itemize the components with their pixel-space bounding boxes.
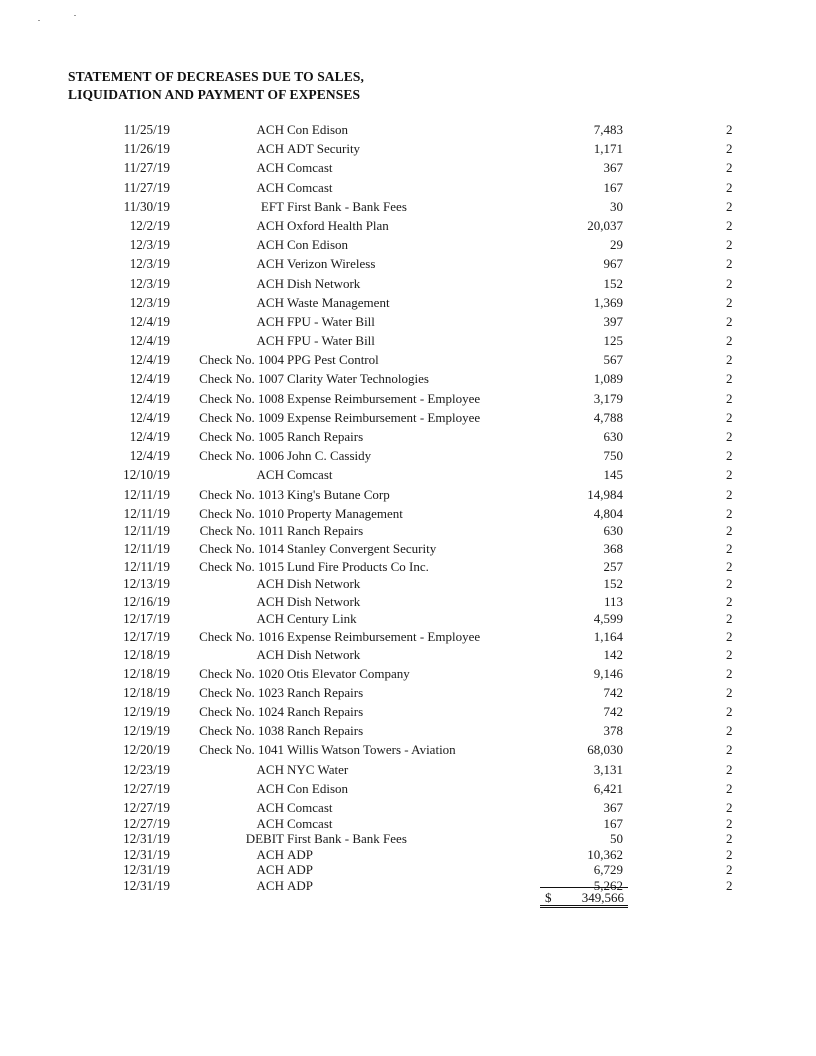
row-code: 2 xyxy=(726,831,733,847)
table-row xyxy=(0,429,816,448)
row-date: 12/27/19 xyxy=(123,815,170,831)
row-reference: DEBIT xyxy=(245,831,284,847)
row-amount: 742 xyxy=(603,684,623,700)
row-code: 2 xyxy=(726,371,733,387)
table-row xyxy=(0,276,816,295)
row-amount: 4,599 xyxy=(593,611,623,627)
row-date: 12/31/19 xyxy=(123,862,170,878)
row-payee: Comcast xyxy=(287,467,333,483)
table-row xyxy=(0,800,816,816)
row-reference: Check No. 1011 xyxy=(199,523,284,539)
row-code: 2 xyxy=(726,275,733,291)
row-payee: Expense Reimbursement - Employee xyxy=(287,628,481,644)
row-payee: ADP xyxy=(287,877,314,893)
row-reference: ACH xyxy=(256,862,284,878)
row-reference: Check No. 1008 xyxy=(199,390,284,406)
row-amount: 6,729 xyxy=(593,862,623,878)
row-reference: ACH xyxy=(256,313,284,329)
row-code: 2 xyxy=(726,800,733,815)
row-date: 12/11/19 xyxy=(123,523,170,539)
row-payee: Comcast xyxy=(287,160,333,176)
table-row xyxy=(0,781,816,800)
row-payee: Comcast xyxy=(287,800,333,815)
table-row xyxy=(0,629,816,647)
row-date: 12/4/19 xyxy=(129,371,170,387)
row-reference: Check No. 1005 xyxy=(199,429,284,444)
row-amount: 567 xyxy=(603,352,623,368)
row-amount: 6,421 xyxy=(593,780,623,796)
row-code: 2 xyxy=(726,486,733,502)
row-payee: ADP xyxy=(287,862,314,878)
row-reference: Check No. 1010 xyxy=(199,505,284,521)
row-payee: John C. Cassidy xyxy=(287,448,372,464)
row-amount: 152 xyxy=(603,275,623,291)
row-amount: 145 xyxy=(603,467,623,483)
row-code: 2 xyxy=(726,862,733,878)
row-reference: Check No. 1006 xyxy=(199,448,284,464)
row-reference: Check No. 1038 xyxy=(199,723,284,739)
row-code: 2 xyxy=(726,160,733,176)
row-reference: Check No. 1016 xyxy=(199,628,284,644)
row-code: 2 xyxy=(726,684,733,700)
row-payee: Comcast xyxy=(287,179,333,195)
row-reference: Check No. 1009 xyxy=(199,409,284,425)
table-row xyxy=(0,122,816,141)
row-date: 12/3/19 xyxy=(129,237,170,253)
table-row xyxy=(0,160,816,179)
scan-speck xyxy=(74,15,76,16)
table-row xyxy=(0,180,816,199)
row-reference: ACH xyxy=(256,593,284,609)
table-row xyxy=(0,256,816,275)
row-amount: 750 xyxy=(603,448,623,464)
row-date: 12/11/19 xyxy=(123,540,170,556)
row-date: 12/18/19 xyxy=(123,684,170,700)
row-code: 2 xyxy=(726,333,733,349)
row-payee: First Bank - Bank Fees xyxy=(287,831,407,847)
row-date: 12/10/19 xyxy=(123,467,170,483)
row-payee: Otis Elevator Company xyxy=(287,665,410,681)
row-code: 2 xyxy=(726,122,733,137)
row-payee: FPU - Water Bill xyxy=(287,313,375,329)
row-code: 2 xyxy=(726,448,733,464)
row-payee: Lund Fire Products Co Inc. xyxy=(287,558,429,574)
row-code: 2 xyxy=(726,294,733,310)
row-payee: Ranch Repairs xyxy=(287,704,364,720)
table-row xyxy=(0,199,816,218)
row-code: 2 xyxy=(726,523,733,539)
row-payee: Ranch Repairs xyxy=(287,523,364,539)
row-date: 12/31/19 xyxy=(123,877,170,893)
row-payee: Stanley Convergent Security xyxy=(287,540,437,556)
table-row xyxy=(0,371,816,390)
row-payee: Dish Network xyxy=(287,275,361,291)
table-row xyxy=(0,295,816,314)
table-row xyxy=(0,611,816,629)
table-row xyxy=(0,467,816,486)
row-code: 2 xyxy=(726,409,733,425)
row-amount: 113 xyxy=(603,593,623,609)
row-amount: 4,804 xyxy=(593,505,623,521)
row-date: 12/4/19 xyxy=(129,429,170,444)
scan-speck xyxy=(38,20,40,21)
row-amount: 3,131 xyxy=(593,761,623,777)
row-amount: 68,030 xyxy=(587,742,623,758)
table-row xyxy=(0,559,816,577)
row-date: 11/26/19 xyxy=(123,141,170,157)
row-amount: 9,146 xyxy=(593,665,623,681)
row-reference: ACH xyxy=(256,160,284,176)
row-code: 2 xyxy=(726,558,733,574)
row-code: 2 xyxy=(726,467,733,483)
table-row xyxy=(0,448,816,467)
table-row xyxy=(0,237,816,256)
row-payee: Verizon Wireless xyxy=(287,256,376,272)
table-row xyxy=(0,141,816,160)
table-row xyxy=(0,523,816,541)
row-amount: 5,262 xyxy=(593,877,623,893)
table-row xyxy=(0,862,816,878)
row-date: 12/13/19 xyxy=(123,576,170,592)
row-date: 12/4/19 xyxy=(129,333,170,349)
table-row xyxy=(0,541,816,559)
row-date: 12/19/19 xyxy=(123,723,170,739)
row-date: 12/27/19 xyxy=(123,800,170,815)
row-amount: 967 xyxy=(603,256,623,272)
row-payee: Clarity Water Technologies xyxy=(287,371,429,387)
row-date: 12/3/19 xyxy=(129,294,170,310)
row-reference: Check No. 1024 xyxy=(199,704,284,720)
row-amount: 4,788 xyxy=(593,409,623,425)
row-date: 12/31/19 xyxy=(123,831,170,847)
row-amount: 630 xyxy=(603,429,623,444)
row-amount: 1,171 xyxy=(593,141,623,157)
row-amount: 630 xyxy=(603,523,623,539)
row-date: 11/25/19 xyxy=(123,122,170,137)
row-payee: Century Link xyxy=(287,611,357,627)
row-payee: Con Edison xyxy=(287,237,349,253)
table-row xyxy=(0,314,816,333)
row-amount: 397 xyxy=(603,313,623,329)
row-reference: ACH xyxy=(256,275,284,291)
title-line-1: STATEMENT OF DECREASES DUE TO SALES, xyxy=(68,69,364,84)
row-reference: Check No. 1014 xyxy=(199,540,284,556)
row-reference: ACH xyxy=(256,846,284,862)
table-row xyxy=(0,487,816,506)
total-amount: 349,566 xyxy=(581,890,624,905)
row-payee: Waste Management xyxy=(287,294,390,310)
row-code: 2 xyxy=(726,313,733,329)
row-reference: ACH xyxy=(256,877,284,893)
row-date: 11/30/19 xyxy=(123,198,170,214)
row-reference: ACH xyxy=(256,294,284,310)
table-row xyxy=(0,723,816,742)
row-code: 2 xyxy=(726,256,733,272)
row-date: 12/3/19 xyxy=(129,256,170,272)
row-date: 12/4/19 xyxy=(129,448,170,464)
row-reference: Check No. 1041 xyxy=(199,742,284,758)
row-date: 12/11/19 xyxy=(123,558,170,574)
row-date: 12/11/19 xyxy=(123,486,170,502)
row-code: 2 xyxy=(726,237,733,253)
row-date: 12/27/19 xyxy=(123,780,170,796)
total-currency: $ xyxy=(545,890,552,905)
row-payee: ADP xyxy=(287,846,314,862)
table-row xyxy=(0,666,816,685)
row-code: 2 xyxy=(726,665,733,681)
table-row xyxy=(0,647,816,666)
row-reference: Check No. 1023 xyxy=(199,684,284,700)
row-payee: Ranch Repairs xyxy=(287,429,364,444)
row-payee: Comcast xyxy=(287,815,333,831)
row-code: 2 xyxy=(726,540,733,556)
row-reference: ACH xyxy=(256,141,284,157)
row-payee: Expense Reimbursement - Employee xyxy=(287,409,481,425)
page-title xyxy=(68,68,364,104)
row-amount: 7,483 xyxy=(593,122,623,137)
row-reference: ACH xyxy=(256,611,284,627)
table-row xyxy=(0,878,816,894)
row-amount: 1,164 xyxy=(593,628,623,644)
row-payee: NYC Water xyxy=(287,761,349,777)
row-code: 2 xyxy=(726,217,733,233)
row-payee: Dish Network xyxy=(287,593,361,609)
table-row xyxy=(0,576,816,594)
row-payee: Willis Watson Towers - Aviation xyxy=(287,742,456,758)
total-double-rule-2 xyxy=(540,907,628,908)
row-payee: Ranch Repairs xyxy=(287,723,364,739)
row-code: 2 xyxy=(726,877,733,893)
row-amount: 3,179 xyxy=(593,390,623,406)
row-payee: Ranch Repairs xyxy=(287,684,364,700)
row-reference: ACH xyxy=(256,815,284,831)
row-amount: 125 xyxy=(603,333,623,349)
row-amount: 367 xyxy=(603,160,623,176)
table-row xyxy=(0,816,816,832)
row-reference: ACH xyxy=(256,646,284,662)
row-payee: First Bank - Bank Fees xyxy=(287,198,407,214)
row-payee: Con Edison xyxy=(287,122,349,137)
row-date: 12/20/19 xyxy=(123,742,170,758)
table-row xyxy=(0,506,816,524)
row-amount: 167 xyxy=(603,179,623,195)
title-line-2: LIQUIDATION AND PAYMENT OF EXPENSES xyxy=(68,87,361,102)
row-amount: 367 xyxy=(603,800,623,815)
row-code: 2 xyxy=(726,761,733,777)
row-code: 2 xyxy=(726,704,733,720)
row-code: 2 xyxy=(726,141,733,157)
row-code: 2 xyxy=(726,390,733,406)
row-date: 11/27/19 xyxy=(123,160,170,176)
row-amount: 20,037 xyxy=(587,217,623,233)
total-row xyxy=(540,886,628,908)
row-date: 12/19/19 xyxy=(123,704,170,720)
row-code: 2 xyxy=(726,815,733,831)
row-reference: ACH xyxy=(256,780,284,796)
row-date: 12/18/19 xyxy=(123,646,170,662)
row-code: 2 xyxy=(726,846,733,862)
row-amount: 1,089 xyxy=(593,371,623,387)
row-payee: ADT Security xyxy=(287,141,361,157)
row-amount: 142 xyxy=(603,646,623,662)
row-code: 2 xyxy=(726,198,733,214)
row-date: 12/31/19 xyxy=(123,846,170,862)
row-date: 12/4/19 xyxy=(129,352,170,368)
row-reference: ACH xyxy=(256,800,284,815)
row-reference: ACH xyxy=(256,333,284,349)
expense-table xyxy=(0,122,816,894)
row-amount: 1,369 xyxy=(593,294,623,310)
table-row xyxy=(0,742,816,761)
row-payee: Dish Network xyxy=(287,576,361,592)
row-amount: 10,362 xyxy=(587,846,623,862)
row-code: 2 xyxy=(726,780,733,796)
row-date: 11/27/19 xyxy=(123,179,170,195)
row-date: 12/17/19 xyxy=(123,611,170,627)
row-payee: Expense Reimbursement - Employee xyxy=(287,390,481,406)
row-amount: 50 xyxy=(610,831,623,847)
row-reference: ACH xyxy=(256,576,284,592)
row-amount: 14,984 xyxy=(587,486,623,502)
table-row xyxy=(0,847,816,863)
row-date: 12/18/19 xyxy=(123,665,170,681)
row-date: 12/16/19 xyxy=(123,593,170,609)
row-reference: ACH xyxy=(256,237,284,253)
table-row xyxy=(0,594,816,612)
row-code: 2 xyxy=(726,576,733,592)
table-row xyxy=(0,410,816,429)
row-payee: Property Management xyxy=(287,505,403,521)
row-reference: ACH xyxy=(256,467,284,483)
row-payee: Con Edison xyxy=(287,780,349,796)
table-row xyxy=(0,762,816,781)
row-reference: Check No. 1015 xyxy=(199,558,284,574)
row-reference: ACH xyxy=(256,179,284,195)
row-date: 12/4/19 xyxy=(129,313,170,329)
row-reference: Check No. 1013 xyxy=(199,486,284,502)
row-reference: ACH xyxy=(256,217,284,233)
row-amount: 378 xyxy=(603,723,623,739)
row-payee: PPG Pest Control xyxy=(287,352,379,368)
row-code: 2 xyxy=(726,352,733,368)
row-reference: Check No. 1004 xyxy=(199,352,284,368)
row-payee: King's Butane Corp xyxy=(287,486,390,502)
row-amount: 257 xyxy=(603,558,623,574)
total-rule xyxy=(540,887,628,888)
row-amount: 30 xyxy=(610,198,623,214)
row-amount: 152 xyxy=(603,576,623,592)
table-row xyxy=(0,685,816,704)
row-amount: 29 xyxy=(610,237,623,253)
row-reference: EFT xyxy=(260,198,284,214)
row-code: 2 xyxy=(726,628,733,644)
row-code: 2 xyxy=(726,723,733,739)
row-code: 2 xyxy=(726,429,733,444)
row-reference: Check No. 1020 xyxy=(199,665,284,681)
row-reference: ACH xyxy=(256,122,284,137)
row-payee: Oxford Health Plan xyxy=(287,217,389,233)
table-row xyxy=(0,831,816,847)
table-row xyxy=(0,218,816,237)
row-date: 12/3/19 xyxy=(129,275,170,291)
row-payee: Dish Network xyxy=(287,646,361,662)
row-code: 2 xyxy=(726,742,733,758)
table-row xyxy=(0,704,816,723)
row-reference: ACH xyxy=(256,761,284,777)
row-code: 2 xyxy=(726,646,733,662)
row-date: 12/4/19 xyxy=(129,390,170,406)
row-amount: 167 xyxy=(603,815,623,831)
row-payee: FPU - Water Bill xyxy=(287,333,375,349)
row-code: 2 xyxy=(726,505,733,521)
row-reference: ACH xyxy=(256,256,284,272)
row-reference: Check No. 1007 xyxy=(199,371,284,387)
row-code: 2 xyxy=(726,179,733,195)
row-code: 2 xyxy=(726,611,733,627)
table-row xyxy=(0,391,816,410)
row-amount: 368 xyxy=(603,540,623,556)
table-row xyxy=(0,352,816,371)
row-date: 12/23/19 xyxy=(123,761,170,777)
row-date: 12/11/19 xyxy=(123,505,170,521)
row-date: 12/2/19 xyxy=(129,217,170,233)
row-date: 12/4/19 xyxy=(129,409,170,425)
row-date: 12/17/19 xyxy=(123,628,170,644)
total-double-rule-1 xyxy=(540,905,628,906)
row-code: 2 xyxy=(726,593,733,609)
table-row xyxy=(0,333,816,352)
row-amount: 742 xyxy=(603,704,623,720)
